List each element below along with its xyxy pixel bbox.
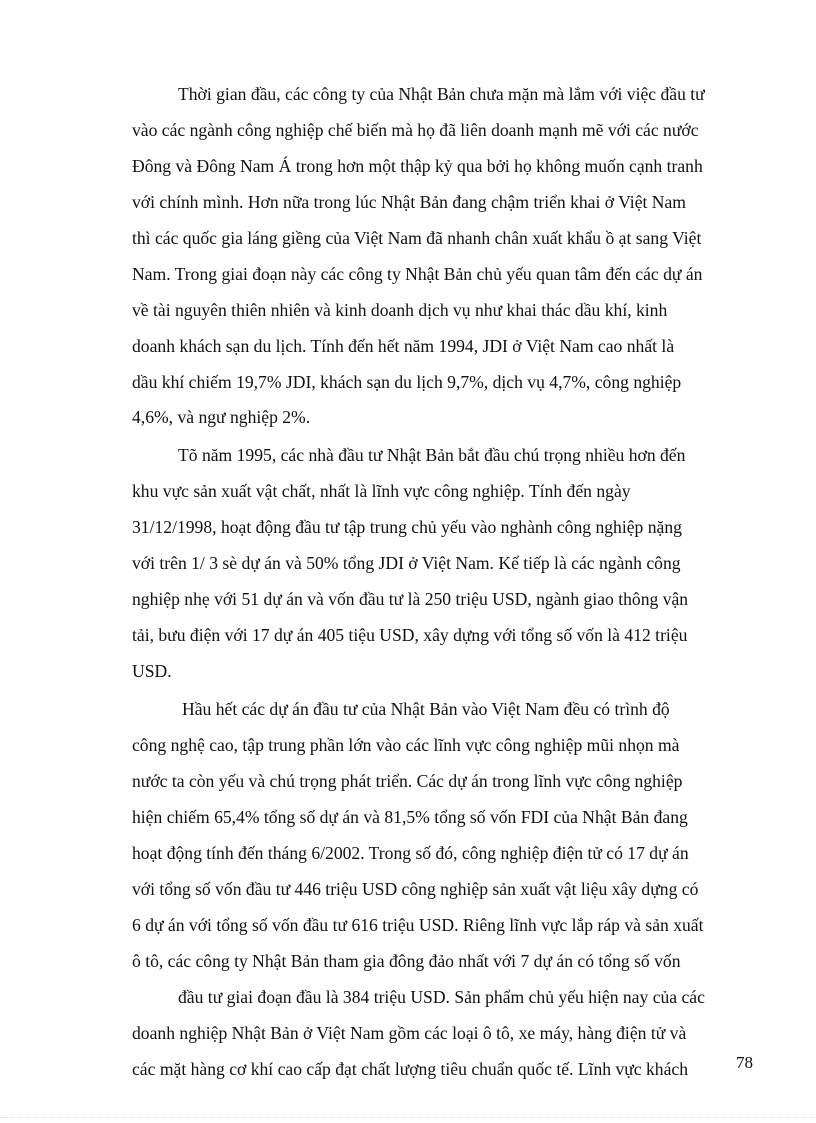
paragraph-line: với chính mình. Hơn nữa trong lúc Nhật Bản đang chậm triển khai ở Việt Nam xyxy=(132,192,686,212)
paragraph-line: thì các quốc gia láng giềng của Việt Nam đã nhanh chân xuất khẩu ồ ạt sang Việt xyxy=(132,228,702,248)
paragraph-line: về tài nguyên thiên nhiên và kinh doanh dịch vụ như khai thác dầu khí, kinh xyxy=(132,300,668,320)
paragraph-line: Thời gian đầu, các công ty của Nhật Bản chưa mặn mà lắm với việc đầu tư xyxy=(178,84,705,104)
paragraph-line: nghiệp nhẹ với 51 dự án và vốn đầu tư là 250 triệu USD, ngành giao thông vận xyxy=(132,589,689,609)
page-number: 78 xyxy=(736,1053,753,1072)
paragraph-line: Tõ năm 1995, các nhà đầu tư Nhật Bản bắt đầu chú trọng nhiều hơn đến xyxy=(178,445,686,465)
paragraph-line: các mặt hàng cơ khí cao cấp đạt chất lượng tiêu chuẩn quốc tế. Lĩnh vực khách xyxy=(132,1059,688,1079)
paragraph-line: 6 dự án với tổng số vốn đầu tư 616 triệu USD. Riêng lĩnh vực lắp ráp và sản xuất xyxy=(132,915,704,935)
paragraph-line: đầu tư giai đoạn đầu là 384 triệu USD. Sản phẩm chủ yếu hiện nay của các xyxy=(178,987,705,1007)
paragraph-line: ô tô, các công ty Nhật Bản tham gia đông đảo nhất với 7 dự án có tổng số vốn xyxy=(132,951,681,971)
paragraph-line: Nam. Trong giai đoạn này các công ty Nhật Bản chủ yếu quan tâm đến các dự án xyxy=(132,264,703,284)
paragraph-line: công nghệ cao, tập trung phần lớn vào các lĩnh vực công nghiệp mũi nhọn mà xyxy=(132,735,680,755)
paragraph-line: 31/12/1998, hoạt động đầu tư tập trung chủ yếu vào nghành công nghiệp nặng xyxy=(132,517,682,537)
paragraph-line: Đông và Đông Nam Á trong hơn một thập kỷ qua bởi họ không muốn cạnh tranh xyxy=(132,156,703,176)
paragraph-line: 4,6%, và ngư nghiệp 2%. xyxy=(132,407,311,427)
paragraph-line: doanh khách sạn du lịch. Tính đến hết năm 1994, JDI ở Việt Nam cao nhất là xyxy=(132,336,675,356)
paragraph-line: doanh nghiệp Nhật Bản ở Việt Nam gồm các loại ô tô, xe máy, hàng điện tử và xyxy=(132,1023,687,1043)
paragraph-line: USD. xyxy=(132,661,172,681)
paragraph-line: hoạt động tính đến tháng 6/2002. Trong số đó, công nghiệp điện tử có 17 dự án xyxy=(132,843,689,863)
paragraph-line: Hầu hết các dự án đầu tư của Nhật Bản vào Việt Nam đều có trình độ xyxy=(182,699,670,719)
bottom-divider xyxy=(0,1117,816,1118)
paragraph-line: tải, bưu điện với 17 dự án 405 tiệu USD, xây dựng với tổng số vốn là 412 triệu xyxy=(132,625,688,645)
paragraph-line: khu vực sản xuất vật chất, nhất là lĩnh vực công nghiệp. Tính đến ngày xyxy=(132,481,631,501)
paragraph-line: với trên 1/ 3 sè dự án và 50% tổng JDI ở Việt Nam. Kế tiếp là các ngành công xyxy=(132,553,681,573)
paragraph-line: hiện chiếm 65,4% tổng số dự án và 81,5% tổng số vốn FDI của Nhật Bản đang xyxy=(132,807,688,827)
paragraph-line: vào các ngành công nghiệp chế biến mà họ đã liên doanh mạnh mẽ với các nước xyxy=(132,120,699,140)
paragraph-line: dầu khí chiếm 19,7% JDI, khách sạn du lịch 9,7%, dịch vụ 4,7%, công nghiệp xyxy=(132,372,682,392)
paragraph-line: nước ta còn yếu và chú trọng phát triển. Các dự án trong lĩnh vực công nghiệp xyxy=(132,771,683,791)
paragraph-line: với tổng số vốn đầu tư 446 triệu USD công nghiệp sản xuất vật liệu xây dựng có xyxy=(132,879,699,899)
